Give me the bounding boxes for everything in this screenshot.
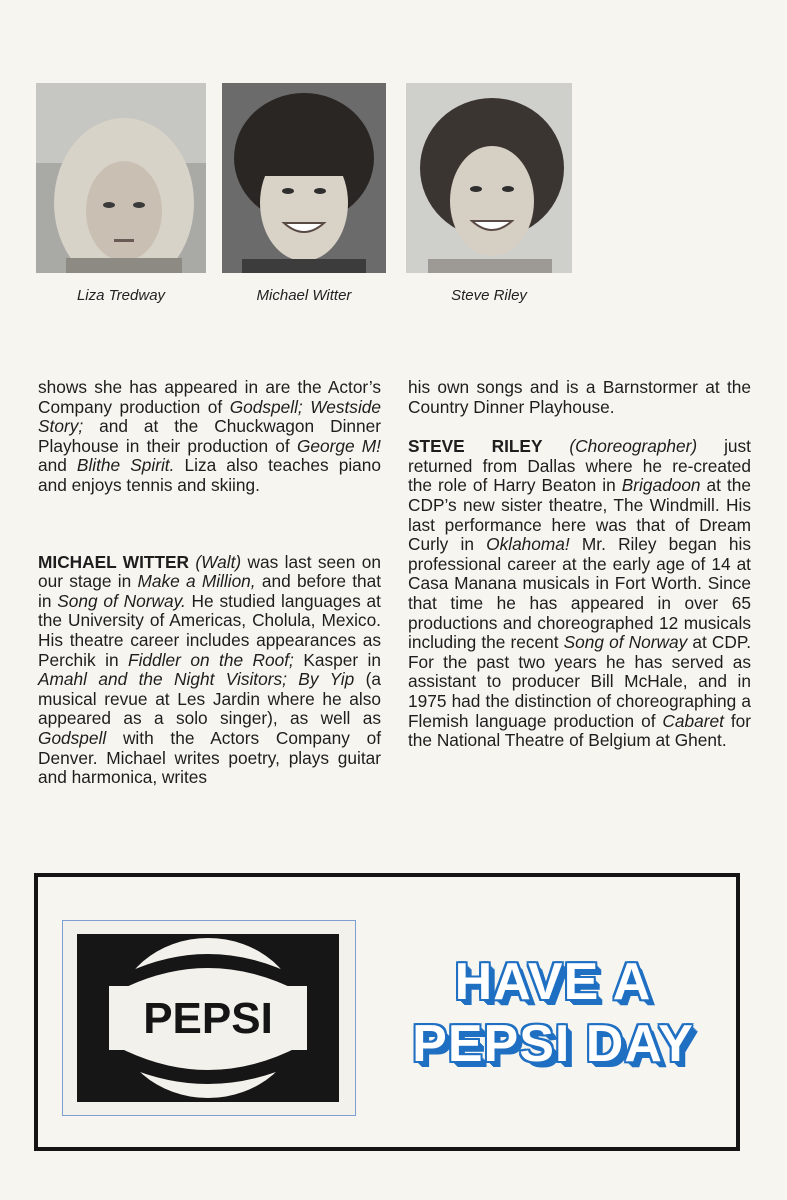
show-title: Amahl and the Night Visitors; By Yip (38, 669, 355, 690)
portrait-image (406, 83, 572, 273)
show-title: Song of Norway (563, 632, 688, 653)
left-column (38, 378, 381, 788)
show-title: Blithe Spirit. (76, 455, 175, 476)
performer-role: (Choreographer) (569, 436, 698, 457)
bio-text: at CDP. For the past two years he has served as assistant to producer Bill McHale, and in 1975 had the distinction of choreographing a Flemish language production of (408, 632, 751, 731)
portrait-image (36, 83, 206, 273)
right-column (408, 378, 751, 751)
bio-text: Mr. Riley began his professional career at the early age of 14 at Casa Manana musicals in Fort Worth. Since that time he has appeared in over 65 productions and choreographed 12 musicals including the recent (408, 534, 751, 653)
bio-text: and before that in (38, 571, 382, 611)
show-title: George M! (296, 435, 381, 456)
bio-text: at the CDP’s new sister theatre, The Windmill. His last performance here was that of Dream Curly in (408, 475, 751, 555)
caption-steve-riley: Steve Riley (451, 287, 527, 304)
show-title: Brigadoon (621, 475, 701, 496)
show-title: Make a Million, (137, 571, 256, 592)
show-title: Cabaret (662, 710, 724, 731)
bio-text: his own songs and is a Barnstormer at the Country Dinner Playhouse. (408, 377, 751, 417)
bio-text: and (38, 455, 77, 476)
pepsi-logo (77, 934, 339, 1102)
slogan-line-2: PEPSI DAY (412, 1015, 694, 1073)
performer-name: STEVE RILEY (408, 436, 543, 457)
bio-text: just returned from Dallas where he re-created the role of Harry Beaton in (408, 436, 751, 496)
michael-bio-continued (408, 378, 751, 417)
bio-text: with the Actors Company of Denver. Michael writes poetry, plays guitar and harmonica, writes (38, 727, 381, 788)
performer-role: (Walt) (195, 551, 242, 572)
pepsi-logo-frame (62, 920, 356, 1116)
show-title: Oklahoma! (486, 534, 570, 555)
portrait-image (222, 83, 386, 273)
performer-name: MICHAEL WITTER (38, 551, 190, 572)
bio-text: (a musical revue at Les Jardin where he also appeared as a solo singer), as well as (38, 669, 381, 729)
show-title: Godspell (38, 727, 107, 748)
caption-michael-witter: Michael Witter (256, 287, 352, 304)
liza-bio-continued (38, 378, 381, 496)
photo-steve-riley (406, 83, 572, 273)
photo-liza-tredway (36, 83, 206, 273)
bio-text: was last seen on our stage in (38, 551, 381, 592)
photo-michael-witter (222, 83, 386, 273)
show-title: Fiddler on the Roof; (128, 649, 294, 670)
bio-text: Liza also teaches piano and enjoys tennis and skiing. (38, 455, 381, 495)
show-title: Song of Norway. (57, 590, 186, 611)
bio-text: He studied languages at the University of Americas, Cholula, Mexico. His theatre career includes appearances as Perchik in (38, 590, 381, 670)
slogan-line-1: HAVE A (454, 953, 652, 1011)
bio-text: for the National Theatre of Belgium at Ghent. (408, 710, 751, 751)
bio-text: shows she has appeared in are the Actor’s Company production of (38, 377, 381, 417)
bio-text: Kasper in (293, 649, 381, 670)
pepsi-logo-text: PEPSI (143, 994, 273, 1043)
caption-liza-tredway: Liza Tredway (76, 287, 166, 304)
steve-riley-bio (408, 437, 751, 751)
show-title: Godspell; Westside Story; (38, 396, 382, 437)
michael-witter-bio (38, 553, 381, 788)
bio-text: and at the Chuckwagon Dinner Playhouse in their production of (38, 416, 381, 456)
pepsi-advertisement (34, 873, 740, 1151)
